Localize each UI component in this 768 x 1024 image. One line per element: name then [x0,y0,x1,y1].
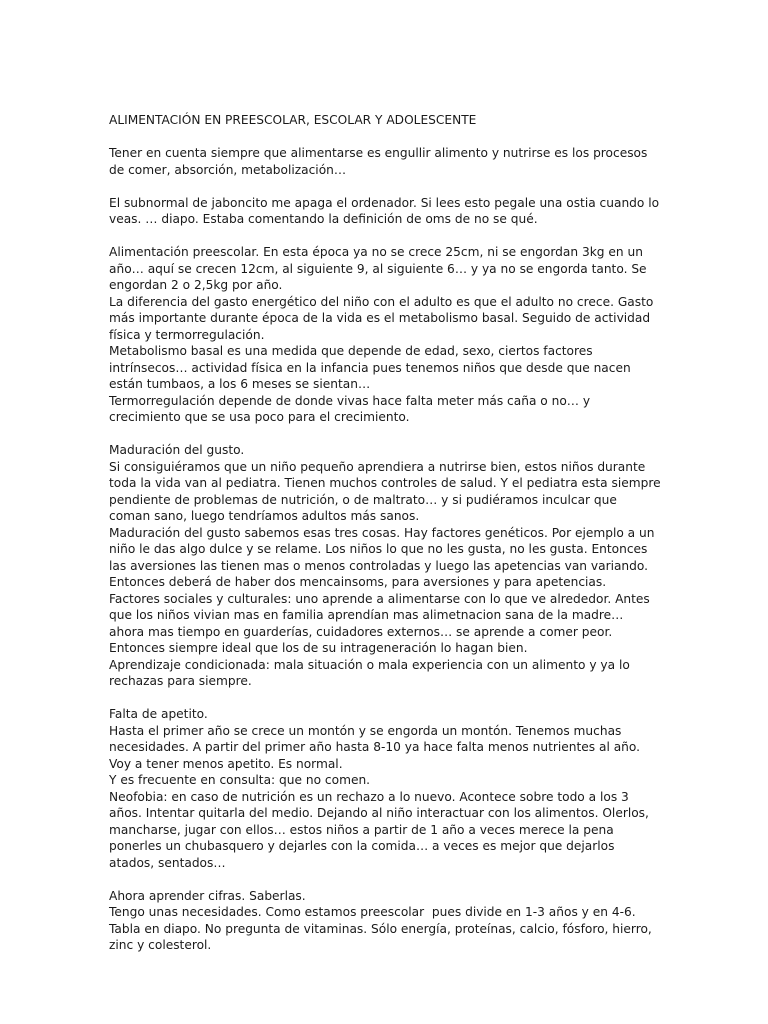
blank-line [109,178,661,195]
paragraph-factores-geneticos: Maduración del gusto sabemos esas tres cosas. Hay factores genéticos. Por ejemplo a un niño le das algo dulce y se relame. Los niños lo que no les gusta, no les gusta. Entonces las aversiones las tienen mas o menos controladas y luego las apetencias van variando. Entonces deberá de haber dos mencainsoms, para aversiones y para apetencias. [109,525,659,589]
blank-line [109,228,661,245]
paragraph-termorregulacion: Termorregulación depende de donde vivas hace falta meter más caña o no… y crecimiento que se usa poco para el crecimiento. [109,393,594,424]
section-heading-maduracion: Maduración del gusto. [109,443,245,457]
paragraph-metabolismo-basal: Metabolismo basal es una medida que depende de edad, sexo, ciertos factores intrínsecos… actividad física en la infancia pues tenemos niños que desde que nacen están tumbaos, a los 6 meses se sientan… [109,344,635,391]
paragraph-consulta: Y es frecuente en consulta: que no comen. [109,773,371,787]
paragraph-definition: Tener en cuenta siempre que alimentarse es engullir alimento y nutrirse es los procesos de comer, absorción, metabolización… [109,146,652,177]
blank-line [109,426,661,443]
paragraph-neofobia: Neofobia: en caso de nutrición es un rechazo a lo nuevo. Acontece sobre todo a los 3 años. Intentar quitarla del medio. Dejando al niño interactuar con los alimentos. Olerlos, mancharse, jugar con ellos… estos niños a partir de 1 año a veces merece la pena ponerles un chubasquero y dejarles con la comida… a veces es mejor que dejarlos atados, sentados… [109,789,653,870]
blank-line [109,690,661,707]
paragraph-factores-sociales: Factores sociales y culturales: uno aprende a alimentarse con lo que ve alrededor. Antes que los niños vivian mas en familia aprendían mas alimetnacion sana de la madre… ahora mas tiempo en guarderías, cuidadores externos… se aprende a comer peor. Entonces siempre ideal que los de su intrageneración lo hagan bien. [109,591,654,655]
paragraph-cifras: Ahora aprender cifras. Saberlas. [109,888,306,903]
paragraph-gasto-energetico: La diferencia del gasto energético del niño con el adulto es que el adulto no crece. Gasto más importante durante época de la vida es el metabolismo basal. Seguido de actividad física y termorregulación. [109,294,658,342]
section-heading-falta-apetito: Falta de apetito. [109,707,208,721]
paragraph-necesidades: Tengo unas necesidades. Como estamos preescolar pues divide en 1-3 años y en 4-6. [109,905,636,919]
paragraph-primer-ano: Hasta el primer año se crece un montón y se engorda un montón. Tenemos muchas necesidades. A partir del primer año hasta 8-10 ya hace falta menos nutrientes al año. Voy a tener menos apetito. Es normal. [109,723,644,771]
paragraph-preescolar: Alimentación preescolar. En esta época ya no se crece 25cm, ni se engordan 3kg en un año… aquí se crecen 12cm, al siguiente 9, al siguiente 6… y ya no se engorda tanto. Se engordan 2 o 2,5kg por año. [109,245,651,292]
paragraph-note: El subnormal de jaboncito me apaga el ordenador. Si lees esto pegale una ostia cuando lo veas. … diapo. Estaba comentando la definición de oms de no se qué. [109,195,663,226]
paragraph-nutrirse-bien: Si consiguiéramos que un niño pequeño aprendiera a nutrirse bien, estos niños durante toda la vida van al pediatra. Tienen muchos controles de salud. Y el pediatra esta siempre pendiente de problemas de nutrición, o de maltrato… y si pudiéramos inculcar que coman sano, luego tendríamos adultos más sanos. [109,459,665,523]
document-page [109,112,665,954]
document-title: ALIMENTACIÓN EN PREESCOLAR, ESCOLAR Y ADOLESCENTE [109,113,477,127]
paragraph-aprendizaje: Aprendizaje condicionada: mala situación o mala experiencia con un alimento y ya lo rechazas para siempre. [109,657,634,688]
paragraph-tabla: Tabla en diapo. No pregunta de vitaminas. Sólo energía, proteínas, calcio, fósforo, hierro, zinc y colesterol. [109,921,656,952]
blank-line [109,129,661,146]
blank-line [109,871,661,888]
